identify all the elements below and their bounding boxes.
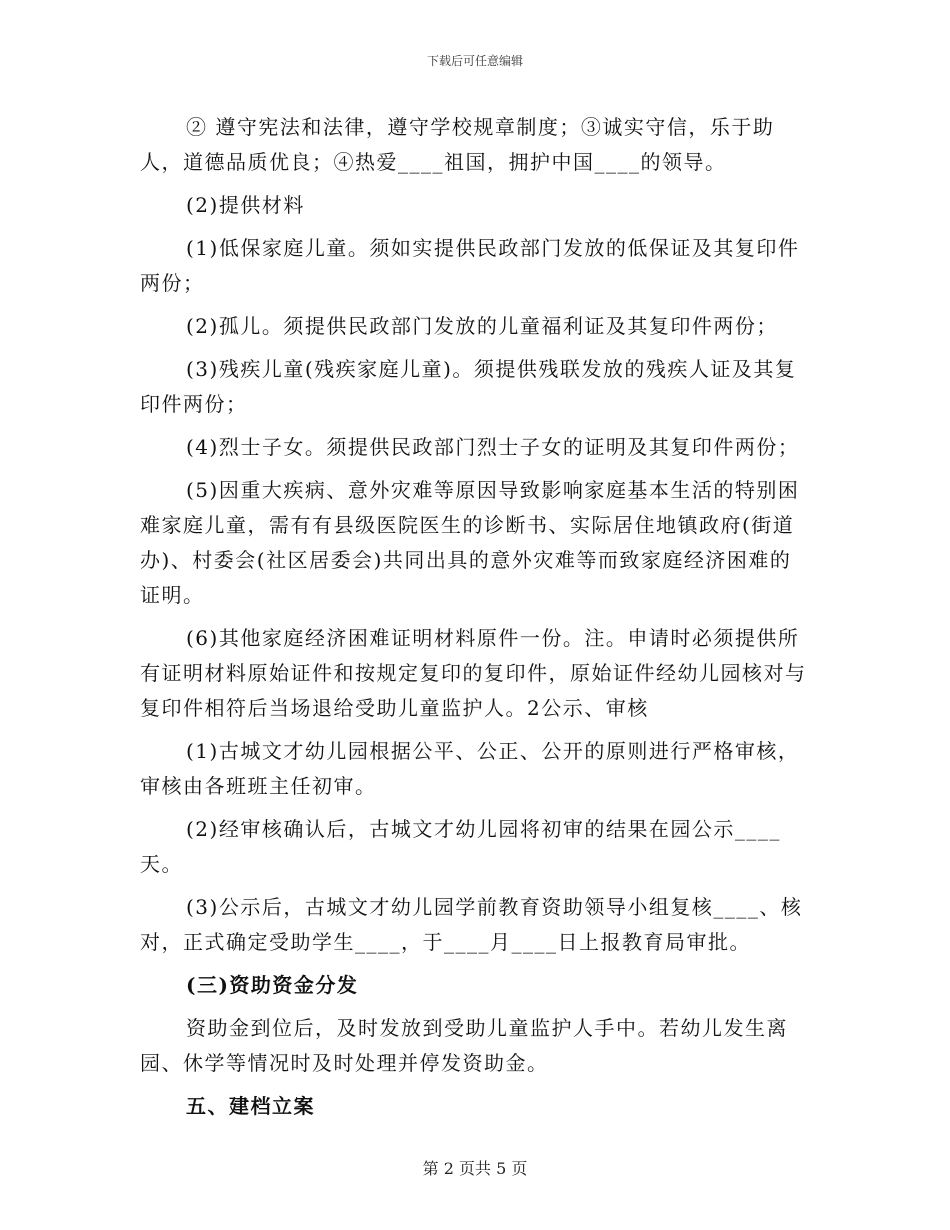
- page-footer: 第 2 页共 5 页: [422, 1159, 528, 1178]
- item-illness: (5)因重大疾病、意外灾难等原因导致影响家庭基本生活的特别困难家庭儿童，需有有县级医院医生的诊断书、实际居住地镇政府(街道办)、村委会(社区居委会)共同出具的意外灾难等而致家庭经济困难的证明。: [140, 478, 800, 607]
- paragraph-requirements: ② 遵守宪法和法律，遵守学校规章制度；③诚实守信，乐于助人，道德品质优良；④热爱____祖国，拥护中国____的领导。: [140, 115, 775, 174]
- item-orphan: (2)孤儿。须提供民政部门发放的儿童福利证及其复印件两份；: [186, 314, 778, 338]
- paragraph-distribution: 资助金到位后，及时发放到受助儿童监护人手中。若幼儿发生离园、休学等情况时及时处理并停发资助金。: [140, 1016, 788, 1075]
- review-step-2: (2)经审核确认后，古城文才幼儿园将初审的结果在园公示____天。: [140, 817, 781, 876]
- section-materials: (2)提供材料: [186, 193, 305, 217]
- review-step-3: (3)公示后，古城文才幼儿园学前教育资助领导小组复核____、核对，正式确定受助学生____，于____月____日上报教育局审批。: [140, 895, 803, 954]
- review-step-1: (1)古城文才幼儿园根据公平、公正、公开的原则进行严格审核，审核由各班班主任初审。: [140, 739, 800, 798]
- item-low-income: (1)低保家庭儿童。须如实提供民政部门发放的低保证及其复印件两份；: [140, 236, 800, 295]
- item-disabled: (3)残疾儿童(残疾家庭儿童)。须提供残联发放的残疾人证及其复印件两份；: [140, 357, 797, 416]
- section-archive: 五、建档立案: [186, 1094, 315, 1118]
- page-header: 下载后可任意编辑: [426, 54, 523, 68]
- item-other: (6)其他家庭经济困难证明材料原件一份。注。申请时必须提供所有证明材料原始证件和按规定复印的复印件，原始证件经幼儿园核对与复印件相符后当场退给受助儿童监护人。2公示、审核: [140, 626, 807, 720]
- item-martyr: (4)烈士子女。须提供民政部门烈士子女的证明及其复印件两份；: [186, 435, 800, 459]
- section-distribution: (三)资助资金分发: [186, 973, 359, 997]
- document-body: [140, 110, 812, 1124]
